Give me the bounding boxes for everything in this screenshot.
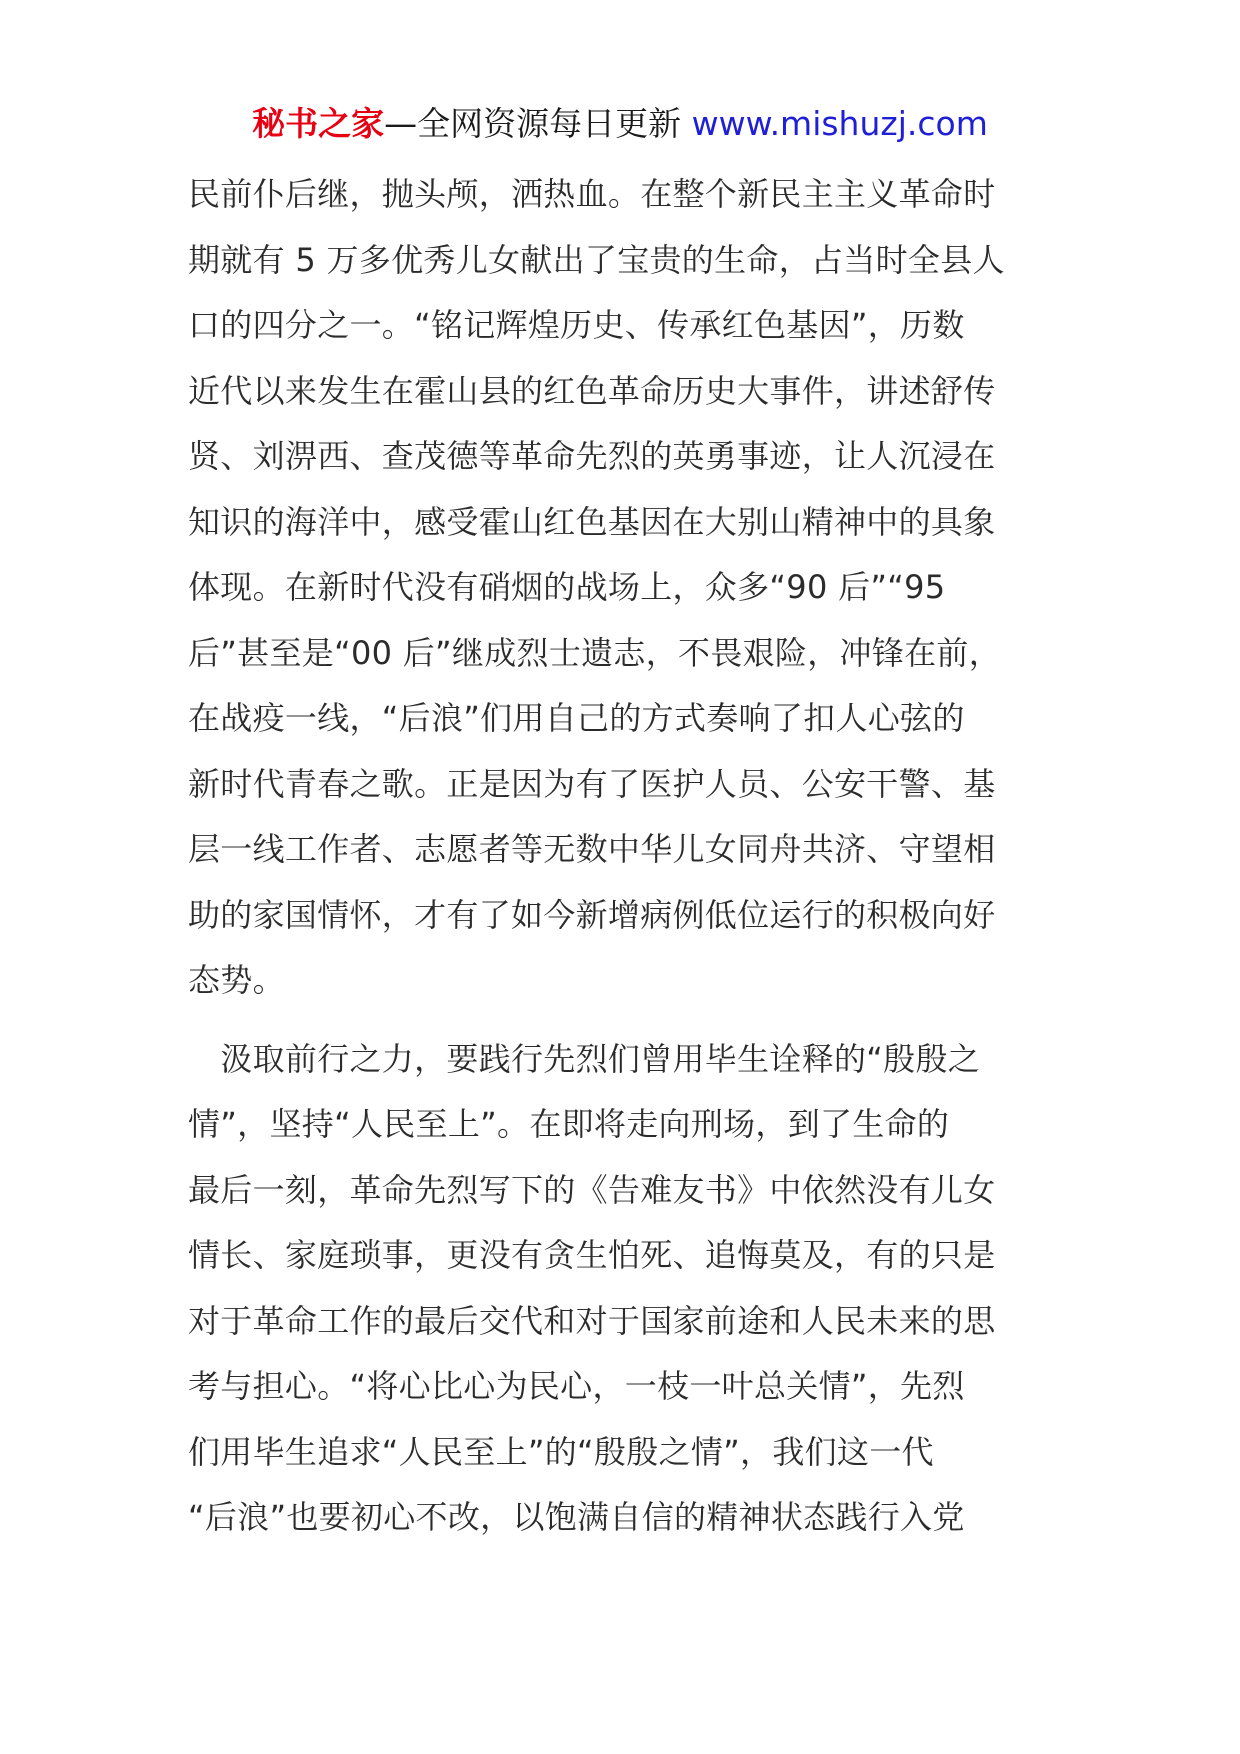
text-line: 情”，坚持“人民至上”。在即将走向刑场，到了生命的 xyxy=(188,1105,950,1143)
text-line: 后”甚至是“00 后”继成烈士遗志，不畏艰险，冲锋在前， xyxy=(188,633,1002,672)
page-header xyxy=(0,100,1240,148)
header-url-link[interactable]: www.mishuzj.com xyxy=(691,104,988,143)
paragraph-2 xyxy=(188,1027,1068,1551)
text-line: 新时代青春之歌。正是因为有了医护人员、公安干警、基 xyxy=(188,764,996,803)
text-line: 态势。 xyxy=(188,961,285,999)
text-line: 最后一刻，革命先烈写下的《告难友书》中依然没有儿女 xyxy=(188,1170,996,1209)
text-line: 层一线工作者、志愿者等无数中华儿女同舟共济、守望相 xyxy=(188,830,996,868)
text-line: 考与担心。“将心比心为民心，一枝一叶总关情”，先烈 xyxy=(188,1367,965,1405)
text-line: 体现。在新时代没有硝烟的战场上，众多“90 后”“95 xyxy=(188,568,946,606)
text-line: 助的家国情怀，才有了如今新增病例低位运行的积极向好 xyxy=(188,895,996,934)
text-line: 情长、家庭琐事，更没有贪生怕死、追悔莫及，有的只是 xyxy=(188,1236,996,1274)
text-line: “后浪”也要初心不改，以饱满自信的精神状态践行入党 xyxy=(188,1498,965,1536)
text-line: 口的四分之一。“铭记辉煌历史、传承红色基因”，历数 xyxy=(188,306,965,344)
paragraph-spacer xyxy=(188,1014,1068,1027)
text-line: 们用毕生追求“人民至上”的“殷殷之情”，我们这一代 xyxy=(188,1432,934,1471)
header-brand: 秘书之家 xyxy=(252,104,385,143)
text-line: 贤、刘淠西、查茂德等革命先烈的英勇事迹，让人沉浸在 xyxy=(188,437,996,475)
text-line: 近代以来发生在霍山县的红色革命历史大事件，讲述舒传 xyxy=(188,371,996,410)
text-line: 汲取前行之力，要践行先烈们曾用毕生诠释的“殷殷之 xyxy=(188,1039,981,1078)
text-line: 对于革命工作的最后交代和对于国家前途和人民未来的思 xyxy=(188,1301,996,1340)
header-tagline: —全网资源每日更新 xyxy=(384,104,692,143)
text-line: 知识的海洋中，感受霍山红色基因在大别山精神中的具象 xyxy=(188,502,996,541)
text-line: 期就有 5 万多优秀儿女献出了宝贵的生命，占当时全县人 xyxy=(188,240,1005,279)
text-line: 民前仆后继，抛头颅，洒热血。在整个新民主主义革命时 xyxy=(188,175,996,213)
text-line: 在战疫一线，“后浪”们用自己的方式奏响了扣人心弦的 xyxy=(188,699,965,737)
paragraph-1 xyxy=(188,162,1068,1014)
document-body xyxy=(188,162,1068,1551)
